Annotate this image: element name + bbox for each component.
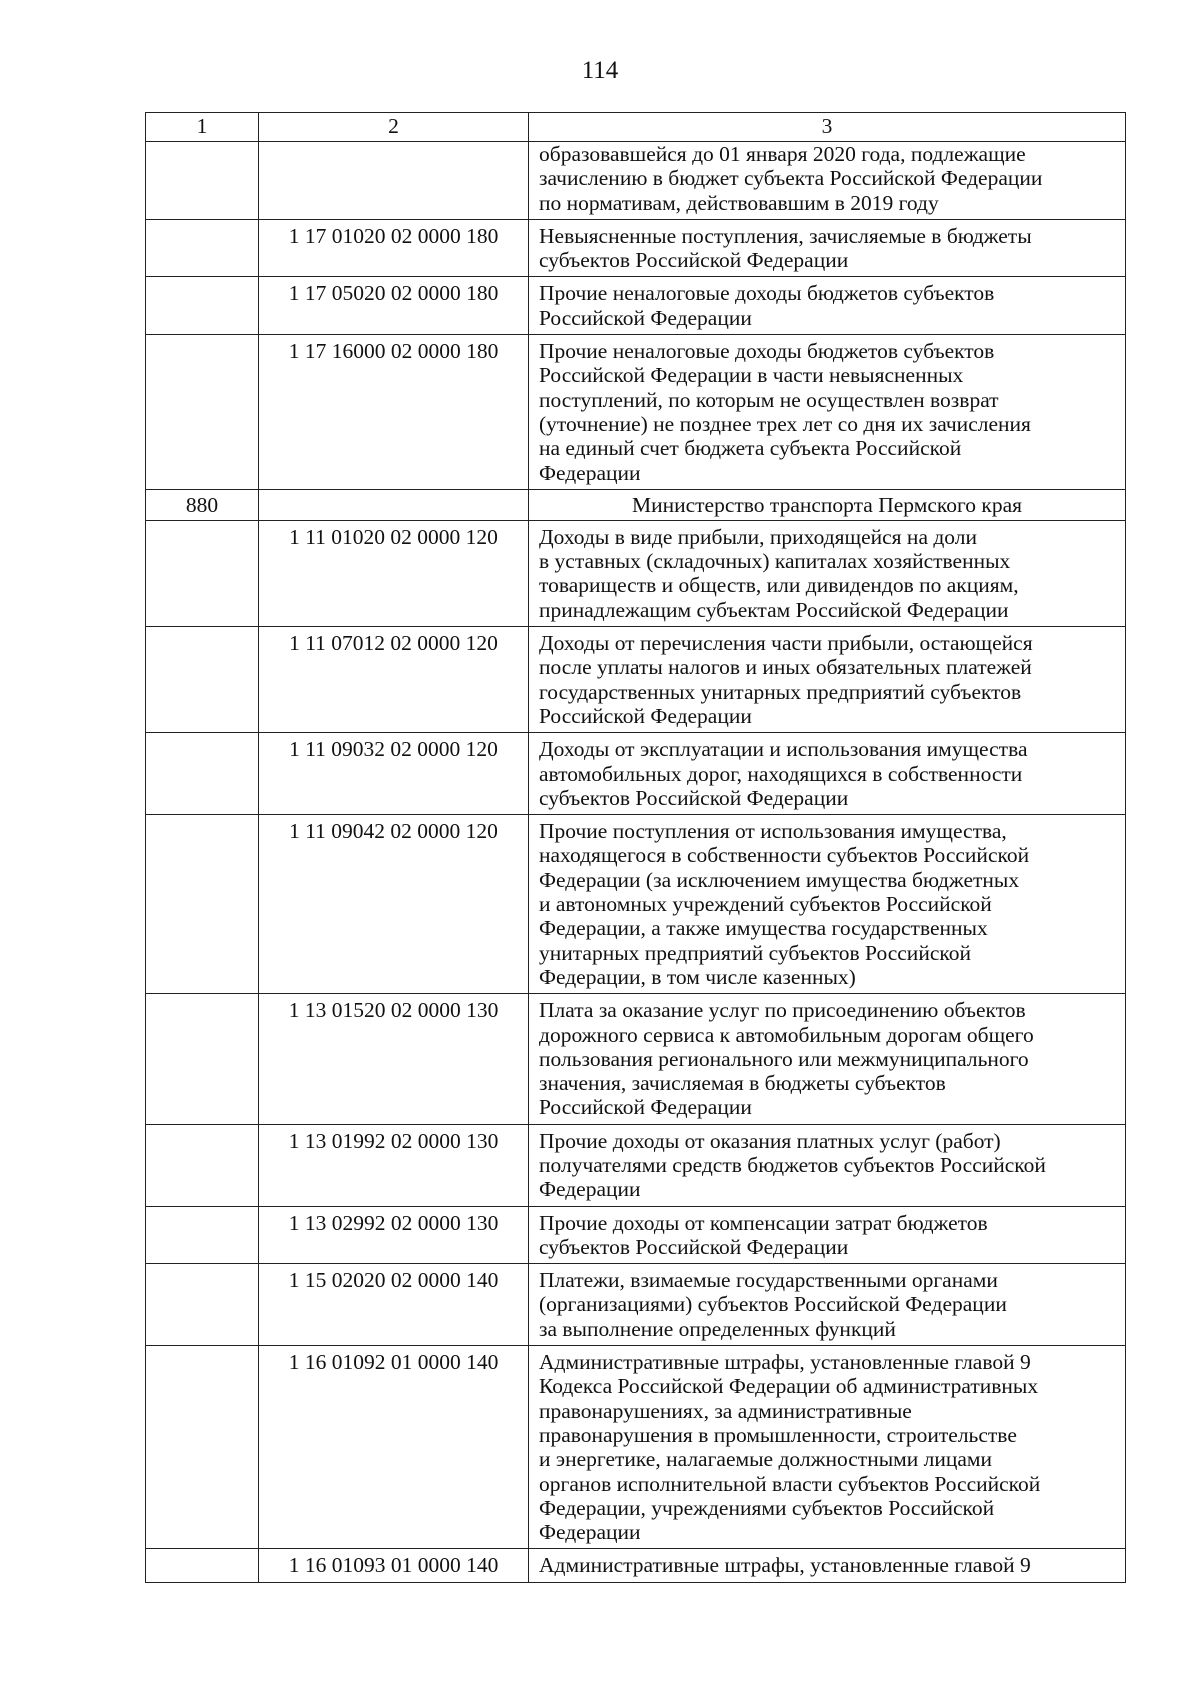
column-header: 2 [259,113,529,142]
revenue-description: Прочие неналоговые доходы бюджетов субъектов Российской Федерации [539,281,995,330]
revenue-code: 1 16 01092 01 0000 140 [288,1350,499,1375]
table-row [146,627,1126,733]
table-row [146,335,1126,490]
admin-code-cell [146,219,259,277]
table-row [146,994,1126,1124]
revenue-code: 1 16 01093 01 0000 140 [288,1553,499,1578]
revenue-description-cell [529,627,1126,733]
admin-code-cell [146,1124,259,1206]
admin-code-cell [146,994,259,1124]
table-row [146,219,1126,277]
revenue-code: 1 13 01520 02 0000 130 [288,998,499,1023]
revenue-codes-table [145,112,1126,1583]
revenue-description-cell [529,1264,1126,1346]
revenue-code-cell [259,335,529,490]
revenue-code: 1 13 01992 02 0000 130 [288,1128,499,1153]
table-row [146,815,1126,994]
revenue-description-cell [529,335,1126,490]
revenue-description-cell [529,994,1126,1124]
table-row-continuation [146,142,1126,220]
revenue-code-cell [259,1264,529,1346]
admin-code-cell [146,1206,259,1264]
admin-code-cell [146,1264,259,1346]
revenue-code: 1 11 09042 02 0000 120 [289,819,498,844]
table-row [146,277,1126,335]
revenue-description-cell [529,219,1126,277]
revenue-description: Доходы в виде прибыли, приходящейся на доли в уставных (складочных) капиталах хозяйственных товариществ и обществ, или дивидендов по акциям, принадлежащим субъектам Российской Федерации [539,524,1019,622]
revenue-code-cell [259,489,529,520]
revenue-code-cell [259,142,529,220]
revenue-description: образовавшейся до 01 января 2020 года, подлежащие зачислению в бюджет субъекта Российской Федерации по нормативам, действовавшим в 2019 году [539,142,1043,215]
admin-code-cell [146,142,259,220]
revenue-code-cell [259,219,529,277]
revenue-code: 1 17 01020 02 0000 180 [288,223,499,248]
revenue-code: 1 17 05020 02 0000 180 [288,281,499,306]
admin-code-cell [146,627,259,733]
admin-code-cell [146,815,259,994]
revenue-code: 1 13 02992 02 0000 130 [288,1210,499,1235]
revenue-description: Прочие поступления от использования имущества, находящегося в собственности субъектов Российской Федерации (за исключением имущества бюджетных и автономных учреждений субъектов Российской Федерации, а также имущества государственных унитарных предприятий субъектов Российской Федерации, в том числе казенных) [539,819,1030,989]
revenue-description-cell [529,733,1126,815]
administrator-name-cell [529,489,1126,520]
revenue-code: 1 15 02020 02 0000 140 [288,1268,499,1293]
administrator-name: Министерство транспорта Пермского края [631,492,1022,517]
revenue-description-cell [529,1124,1126,1206]
table-row [146,1264,1126,1346]
revenue-description-cell [529,1549,1126,1582]
revenue-code-cell [259,1206,529,1264]
page-number: 114 [581,57,619,84]
table-header-row [146,113,1126,142]
revenue-description: Прочие неналоговые доходы бюджетов субъектов Российской Федерации в части невыясненных поступлений, по которым не осуществлен возврат (уточнение) не позднее трех лет со дня их зачисления на единый счет бюджета субъекта Российской Федерации [539,339,1031,485]
revenue-description: Невыясненные поступления, зачисляемые в бюджеты субъектов Российской Федерации [539,223,1032,273]
revenue-code-cell [259,627,529,733]
revenue-description: Доходы от эксплуатации и использования имущества автомобильных дорог, находящихся в собственности субъектов Российской Федерации [539,737,1028,810]
table-row [146,1206,1126,1264]
revenue-description: Плата за оказание услуг по присоединению объектов дорожного сервиса к автомобильным дорогам общего пользования регионального или межмуниципального значения, зачисляемая в бюджеты субъектов Российской Федерации [539,998,1034,1120]
revenue-code-cell [259,1346,529,1549]
admin-code-cell [146,1549,259,1582]
table-row [146,1346,1126,1549]
revenue-code-cell [259,815,529,994]
revenue-description-cell [529,1346,1126,1549]
revenue-description: Прочие доходы от компенсации затрат бюджетов субъектов Российской Федерации [539,1210,988,1259]
administrator-row [146,489,1126,520]
table-row [146,520,1126,626]
admin-code-cell [146,733,259,815]
revenue-description: Платежи, взимаемые государственными органами (организациями) субъектов Российской Федерации за выполнение определенных функций [539,1268,1007,1341]
admin-code-cell [146,277,259,335]
revenue-code-cell [259,733,529,815]
revenue-description-cell [529,520,1126,626]
revenue-code-cell [259,1549,529,1582]
admin-code-cell [146,520,259,626]
revenue-code-cell [259,994,529,1124]
admin-code-cell [146,1346,259,1549]
column-header: 3 [529,113,1126,142]
revenue-code: 1 17 16000 02 0000 180 [288,339,499,364]
revenue-description-cell [529,277,1126,335]
revenue-code-cell [259,277,529,335]
revenue-description-cell [529,815,1126,994]
revenue-description-cell [529,142,1126,220]
table-row [146,733,1126,815]
revenue-code-cell [259,520,529,626]
revenue-code: 1 11 09032 02 0000 120 [289,737,498,762]
revenue-description: Административные штрафы, установленные главой 9 [539,1553,1031,1578]
table-row [146,1549,1126,1582]
revenue-description: Административные штрафы, установленные главой 9 Кодекса Российской Федерации об административных правонарушениях, за административные правонарушения в промышленности, строительстве и энергетике, налагаемые должностными лицами органов исполнительной власти субъектов Российской Федерации, учреждениями субъектов Российской Федерации [539,1350,1041,1545]
revenue-description: Доходы от перечисления части прибыли, остающейся после уплаты налогов и иных обязательных платежей государственных унитарных предприятий субъектов Российской Федерации [539,631,1033,728]
revenue-description: Прочие доходы от оказания платных услуг (работ) получателями средств бюджетов субъектов Российской Федерации [539,1128,1046,1202]
admin-code-cell [146,489,259,520]
revenue-code-cell [259,1124,529,1206]
revenue-description-cell [529,1206,1126,1264]
revenue-code: 1 11 01020 02 0000 120 [289,524,498,549]
table-row [146,1124,1126,1206]
revenue-code: 1 11 07012 02 0000 120 [289,631,498,656]
administrator-code: 880 [185,492,219,517]
admin-code-cell [146,335,259,490]
column-header: 1 [146,113,259,142]
